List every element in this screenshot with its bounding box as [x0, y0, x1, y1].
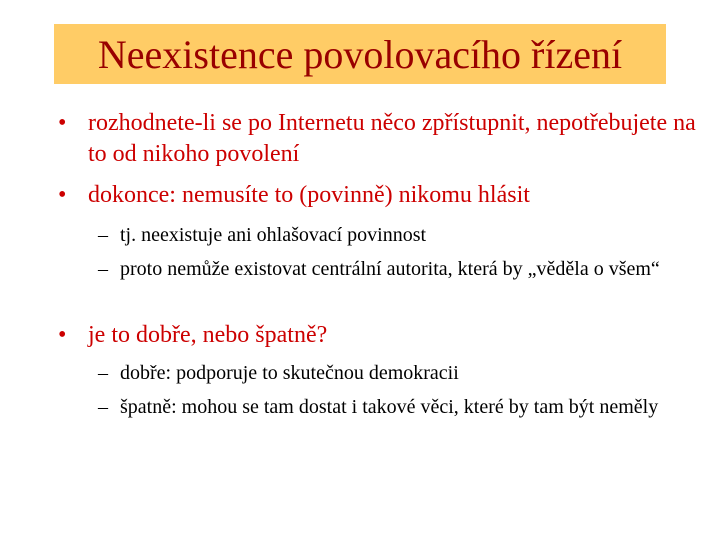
bullet-dash: –	[98, 396, 108, 418]
bullet-item-level2	[98, 255, 698, 284]
slide-title: Neexistence povolovacího řízení	[97, 31, 623, 77]
bullet-item-level2	[98, 221, 698, 250]
bullet-text: rozhodnete-li se po Internetu něco zpřístupnit, nepotřebujete na to od nikoho povolení	[88, 110, 696, 167]
bullet-dot: •	[58, 182, 67, 208]
bullet-item-level1	[58, 180, 698, 211]
bullet-item-level2	[98, 359, 698, 388]
bullet-dash: –	[98, 362, 108, 384]
bullet-item-level1	[58, 320, 698, 351]
bullet-text: dobře: podporuje to skutečnou demokracii	[120, 362, 459, 384]
bullet-dash: –	[98, 258, 108, 280]
bullet-dash: –	[98, 224, 108, 246]
bullet-text: špatně: mohou se tam dostat i takové věci, které by tam být neměly	[120, 396, 659, 418]
bullet-text: je to dobře, nebo špatně?	[88, 322, 328, 348]
bullet-text: proto nemůže existovat centrální autorita, která by „věděla o všem“	[120, 258, 660, 280]
bullet-text: dokonce: nemusíte to (povinně) nikomu hlásit	[88, 182, 530, 208]
bullet-item-level2	[98, 393, 698, 422]
bullet-text: tj. neexistuje ani ohlašovací povinnost	[120, 224, 427, 246]
bullet-item-level1	[58, 108, 698, 170]
bullet-dot: •	[58, 322, 67, 348]
bullet-dot: •	[58, 110, 67, 136]
